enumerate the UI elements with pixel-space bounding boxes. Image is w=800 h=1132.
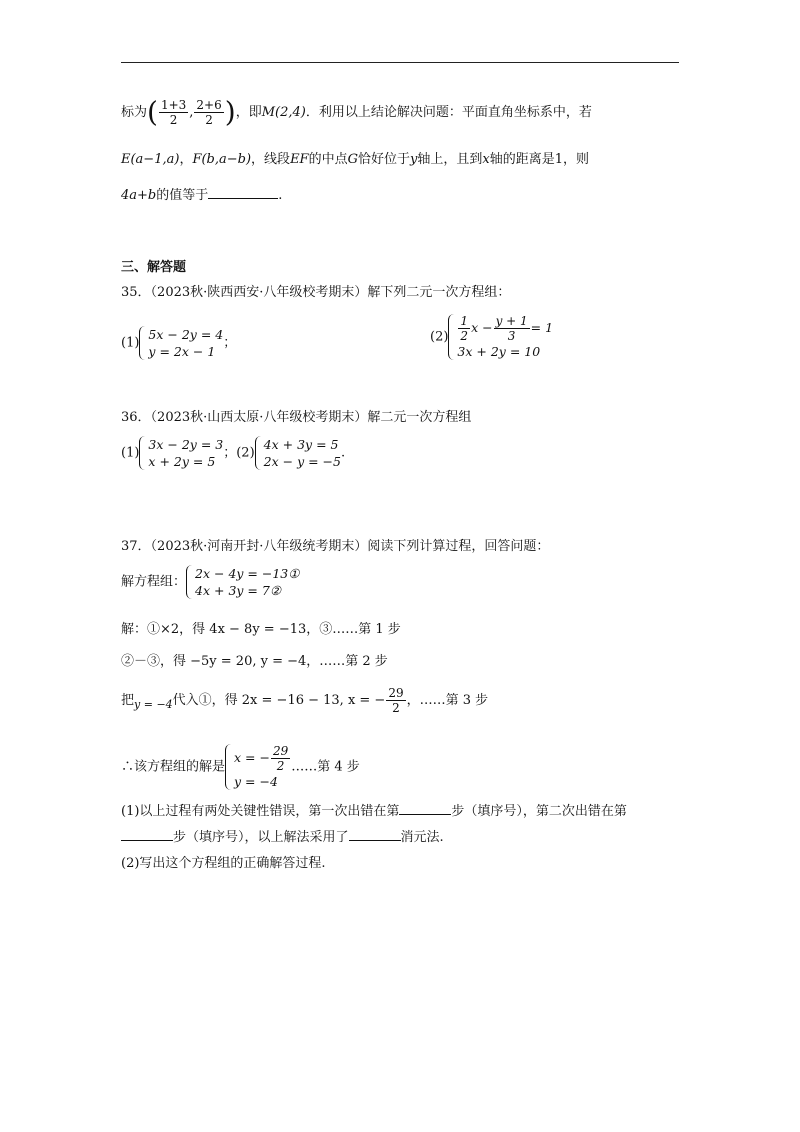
text: = 1 <box>530 320 554 335</box>
text: 轴的距离是 <box>489 152 555 167</box>
text: ．利用以上结论解决问题：平面直角坐标系中，若 <box>305 105 592 120</box>
left-paren: ( <box>147 95 158 129</box>
q35-part1 <box>121 326 236 360</box>
q37-step2: ②－③，得 −5y = 20, y = −4，……第 2 步 <box>121 654 388 669</box>
text: 把 <box>121 693 135 708</box>
q37-system <box>121 565 299 599</box>
text: ，即 <box>235 105 262 120</box>
text: 代入①，得 2x = −16 − 13, x = − <box>172 693 386 708</box>
q37-step1: 解：①×2，得 4x − 8y = −13，③……第 1 步 <box>121 622 401 637</box>
point-f: F(b,a−b) <box>192 152 252 167</box>
denominator: 2 <box>205 113 213 127</box>
text: (1)以上过程有两处关键性错误，第一次出错在第 <box>121 804 400 819</box>
label: 解方程组： <box>121 574 187 590</box>
var-y: y <box>410 152 418 167</box>
numerator: 29 <box>388 686 404 700</box>
q36-header: 36．（2023秋·山西太原·八年级校考期末）解二元一次方程组 <box>121 410 472 425</box>
equation: 2x − 4y = −13① <box>195 566 300 581</box>
text: ，则 <box>563 152 590 167</box>
q35-part2 <box>430 314 553 360</box>
text: 步（填序号），第二次出错在第 <box>451 804 627 819</box>
part-label: (2) <box>430 329 449 345</box>
fraction <box>494 314 530 343</box>
q37-question1-line2 <box>121 828 444 848</box>
intro-line-3 <box>121 186 282 206</box>
equation: 4x + 3y = 7② <box>195 583 282 598</box>
equation <box>234 744 291 773</box>
equation-system <box>139 436 223 470</box>
q37-step3 <box>121 686 488 715</box>
fraction <box>271 744 290 773</box>
equation <box>457 314 553 343</box>
text: x = − <box>234 750 270 765</box>
brace-icon <box>139 436 146 470</box>
fraction <box>386 686 405 715</box>
text: . <box>341 445 346 461</box>
expression: 4a+b <box>121 188 157 203</box>
equation: y = −4 <box>234 774 278 789</box>
q35-header: 35．（2023秋·陕西西安·八年级校考期末）解下列二元一次方程组： <box>121 285 511 300</box>
numerator: 1 <box>460 314 469 328</box>
text: 的中点 <box>308 152 348 167</box>
brace-icon <box>139 326 146 360</box>
q37-question2: (2)写出这个方程组的正确解答过程. <box>121 856 326 871</box>
brace-icon <box>186 565 193 599</box>
brace-icon <box>225 744 232 790</box>
text: 恰好位于 <box>357 152 410 167</box>
intro-line-2 <box>121 150 589 170</box>
fraction <box>194 98 223 127</box>
equation: 2x − y = −5 <box>263 454 341 469</box>
equation: y = 2x − 1 <box>148 344 216 359</box>
equation: 5x − 2y = 4 <box>148 327 224 342</box>
equation: 3x + 2y = 10 <box>457 344 541 359</box>
denominator: 2 <box>276 759 285 773</box>
part-label: (1) <box>121 445 140 461</box>
brace-icon <box>255 436 262 470</box>
answer-blank[interactable] <box>121 828 173 841</box>
answer-blank[interactable] <box>208 186 278 199</box>
equation: 4x + 3y = 5 <box>263 437 339 452</box>
equation: x + 2y = 5 <box>148 454 216 469</box>
section-title: 三、解答题 <box>121 260 187 275</box>
point-e: E(a−1,a) <box>121 152 180 167</box>
q37-solution <box>121 744 360 790</box>
numerator: 1+3 <box>160 98 187 112</box>
header-rule <box>121 62 679 63</box>
q36-parts <box>121 436 345 470</box>
q37-header: 37．（2023秋·河南开封·八年级统考期末）阅读下列计算过程，回答问题： <box>121 539 550 554</box>
denominator: 3 <box>507 329 516 343</box>
fraction <box>458 314 470 343</box>
brace-icon <box>448 314 455 360</box>
denominator: 2 <box>460 329 469 343</box>
point-g: G <box>347 152 358 167</box>
equation-system <box>225 744 291 790</box>
text: 步（填序号），以上解法采用了 <box>173 830 349 845</box>
numerator: y + 1 <box>495 314 528 328</box>
answer-blank[interactable] <box>399 802 451 815</box>
text: ； <box>223 335 237 351</box>
q37-question1-line1 <box>121 802 627 822</box>
equation-system <box>186 565 299 599</box>
var-x: x <box>482 152 490 167</box>
label: ∴该方程组的解是 <box>121 759 226 775</box>
text: ……第 4 步 <box>291 759 360 775</box>
numerator: 2+6 <box>196 98 222 112</box>
text: ；(2) <box>223 445 255 461</box>
intro-line-1: 标为( $\frac{1+3}{2}$ , $\frac{2+6}{2}$ )，即M(2,4)．利用以上结论解决问题：平面直角坐标系中，若 <box>121 95 592 129</box>
number: 1 <box>554 152 564 167</box>
denominator: 2 <box>392 701 400 715</box>
text: ， <box>179 152 193 167</box>
point-m: M(2,4) <box>261 105 306 120</box>
text: 消元法. <box>400 830 444 845</box>
substitution: y = −4 <box>134 698 173 711</box>
text: 的值等于 <box>156 188 209 203</box>
segment-ef: EF <box>290 152 309 167</box>
text: x − <box>471 320 493 335</box>
answer-blank[interactable] <box>349 828 401 841</box>
numerator: 29 <box>272 744 289 758</box>
right-paren: ) <box>224 95 236 129</box>
text: ，线段 <box>251 152 291 167</box>
equation-system <box>139 326 223 360</box>
denominator: 2 <box>169 113 178 127</box>
text: 标为 <box>121 105 148 120</box>
text: ，……第 3 步 <box>406 693 489 708</box>
equation: 3x − 2y = 3 <box>148 437 224 452</box>
fraction <box>159 98 188 127</box>
text: 轴上，且到 <box>417 152 483 167</box>
part-label: (1) <box>121 335 140 351</box>
text: . <box>278 188 283 203</box>
equation-system <box>255 436 341 470</box>
equation-system <box>448 314 553 360</box>
